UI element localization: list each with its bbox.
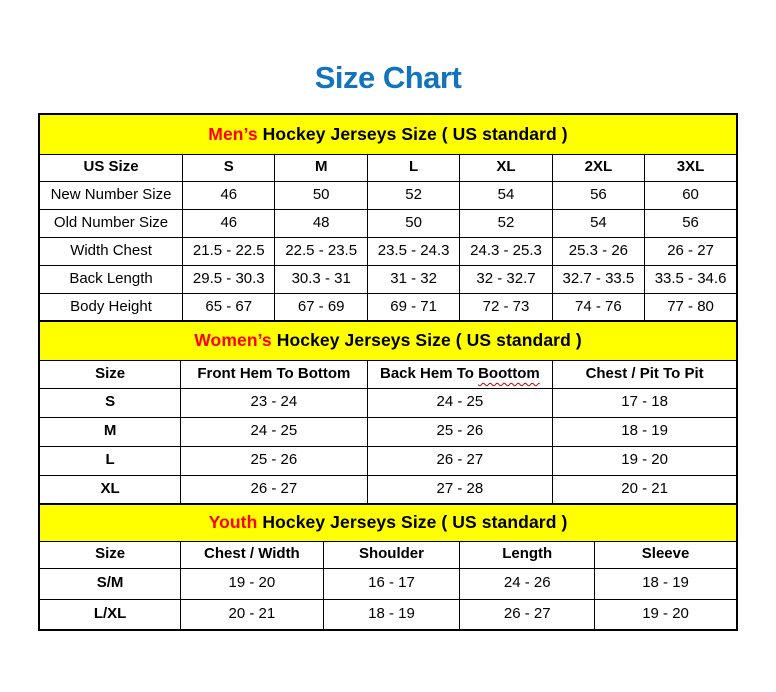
youth-banner-row: [39, 504, 737, 541]
youth-banner: Youth Hockey Jerseys Size ( US standard ): [39, 504, 737, 541]
womens-row-label: M: [39, 417, 181, 446]
mens-header-row: [39, 154, 737, 181]
mens-banner: Men’s Hockey Jerseys Size ( US standard ): [39, 114, 737, 154]
womens-cell: 20 - 21: [553, 475, 737, 504]
womens-cell: 19 - 20: [553, 446, 737, 475]
mens-cell: 23.5 - 24.3: [367, 237, 459, 265]
womens-header-row: [39, 360, 737, 388]
youth-cell: 20 - 21: [181, 599, 323, 630]
mens-cell: 32 - 32.7: [460, 265, 552, 293]
mens-cell: 72 - 73: [460, 293, 552, 321]
womens-row-label: L: [39, 446, 181, 475]
mens-cell: 65 - 67: [183, 293, 275, 321]
mens-cell: 50: [275, 181, 367, 209]
mens-cell: 67 - 69: [275, 293, 367, 321]
mens-cell: 46: [183, 181, 275, 209]
misspelled-word: Boottom: [478, 364, 540, 382]
mens-cell: 52: [367, 181, 459, 209]
womens-banner-row: [39, 321, 737, 360]
mens-banner-row: [39, 114, 737, 154]
mens-column-header-2: M: [275, 154, 367, 181]
mens-banner-highlight: Men’s: [208, 123, 258, 144]
womens-row-label: S: [39, 388, 181, 417]
youth-cell: 16 - 17: [323, 568, 460, 599]
mens-cell: 32.7 - 33.5: [552, 265, 644, 293]
mens-cell: 48: [275, 209, 367, 237]
youth-column-header-1: Chest / Width: [181, 541, 323, 568]
youth-size-table: [38, 503, 738, 631]
mens-size-table: [38, 113, 738, 322]
mens-cell: 56: [645, 209, 737, 237]
mens-column-header-6: 3XL: [645, 154, 737, 181]
mens-cell: 31 - 32: [367, 265, 459, 293]
mens-cell: 21.5 - 22.5: [183, 237, 275, 265]
mens-cell: 56: [552, 181, 644, 209]
womens-cell: 23 - 24: [181, 388, 367, 417]
mens-column-header-5: 2XL: [552, 154, 644, 181]
mens-cell: 33.5 - 34.6: [645, 265, 737, 293]
mens-data-row: [39, 209, 737, 237]
mens-data-row: [39, 237, 737, 265]
youth-row-label: S/M: [39, 568, 181, 599]
youth-column-header-2: Shoulder: [323, 541, 460, 568]
mens-cell: 54: [460, 181, 552, 209]
womens-cell: 18 - 19: [553, 417, 737, 446]
youth-column-header-4: Sleeve: [595, 541, 737, 568]
mens-column-header-4: XL: [460, 154, 552, 181]
mens-cell: 22.5 - 23.5: [275, 237, 367, 265]
womens-banner: Women’s Hockey Jerseys Size ( US standard ): [39, 321, 737, 360]
mens-row-label: New Number Size: [39, 181, 183, 209]
womens-column-header-1: Front Hem To Bottom: [181, 360, 367, 388]
mens-column-header-3: L: [367, 154, 459, 181]
womens-column-header-0: Size: [39, 360, 181, 388]
mens-cell: 24.3 - 25.3: [460, 237, 552, 265]
youth-banner-highlight: Youth: [208, 512, 258, 533]
mens-cell: 50: [367, 209, 459, 237]
mens-data-row: [39, 293, 737, 321]
page-title: Size Chart: [314, 60, 462, 95]
womens-cell: 27 - 28: [367, 475, 553, 504]
youth-cell: 26 - 27: [460, 599, 595, 630]
womens-data-row: [39, 388, 737, 417]
mens-column-header-1: S: [183, 154, 275, 181]
mens-cell: 77 - 80: [645, 293, 737, 321]
youth-data-row: [39, 568, 737, 599]
mens-row-label: Back Length: [39, 265, 183, 293]
womens-row-label: XL: [39, 475, 181, 504]
youth-column-header-3: Length: [460, 541, 595, 568]
womens-cell: 24 - 25: [367, 388, 553, 417]
youth-header-row: [39, 541, 737, 568]
womens-cell: 25 - 26: [367, 417, 553, 446]
mens-data-row: [39, 265, 737, 293]
womens-data-row: [39, 475, 737, 504]
womens-data-row: [39, 417, 737, 446]
mens-cell: 54: [552, 209, 644, 237]
mens-cell: 60: [645, 181, 737, 209]
mens-row-label: Body Height: [39, 293, 183, 321]
womens-cell: 25 - 26: [181, 446, 367, 475]
womens-cell: 26 - 27: [181, 475, 367, 504]
youth-cell: 24 - 26: [460, 568, 595, 599]
mens-data-row: [39, 181, 737, 209]
mens-cell: 25.3 - 26: [552, 237, 644, 265]
womens-cell: 24 - 25: [181, 417, 367, 446]
youth-data-row: [39, 599, 737, 630]
womens-column-header-2: Back Hem To Boottom: [367, 360, 553, 388]
youth-cell: 19 - 20: [595, 599, 737, 630]
womens-banner-highlight: Women’s: [194, 330, 272, 351]
womens-cell: 17 - 18: [553, 388, 737, 417]
mens-cell: 74 - 76: [552, 293, 644, 321]
mens-cell: 52: [460, 209, 552, 237]
mens-cell: 46: [183, 209, 275, 237]
mens-row-label: Width Chest: [39, 237, 183, 265]
womens-column-header-3: Chest / Pit To Pit: [553, 360, 737, 388]
mens-column-header-0: US Size: [39, 154, 183, 181]
womens-size-table: [38, 320, 738, 505]
mens-cell: 30.3 - 31: [275, 265, 367, 293]
size-chart-tables: [38, 113, 738, 631]
youth-cell: 19 - 20: [181, 568, 323, 599]
mens-row-label: Old Number Size: [39, 209, 183, 237]
mens-cell: 69 - 71: [367, 293, 459, 321]
youth-cell: 18 - 19: [595, 568, 737, 599]
mens-cell: 29.5 - 30.3: [183, 265, 275, 293]
mens-cell: 26 - 27: [645, 237, 737, 265]
youth-row-label: L/XL: [39, 599, 181, 630]
youth-column-header-0: Size: [39, 541, 181, 568]
womens-cell: 26 - 27: [367, 446, 553, 475]
womens-data-row: [39, 446, 737, 475]
youth-cell: 18 - 19: [323, 599, 460, 630]
